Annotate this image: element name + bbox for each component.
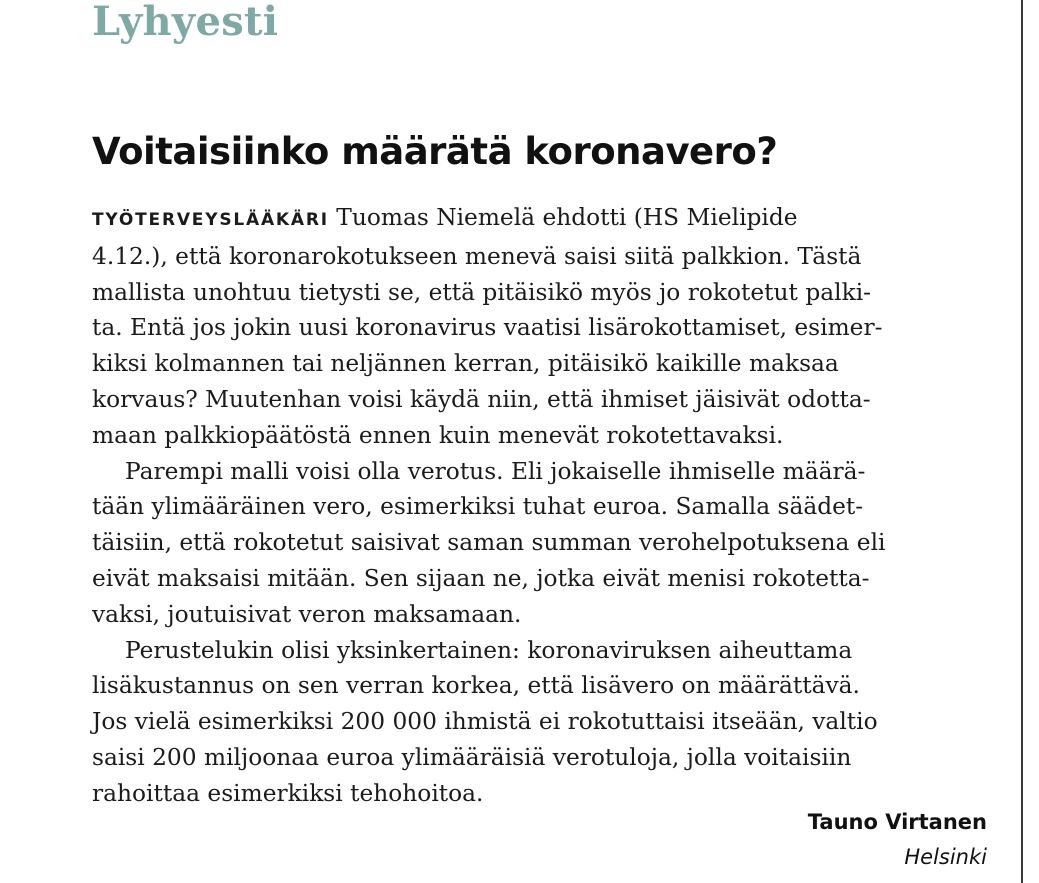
article-headline: Voitaisiinko määrätä koronavero?: [92, 130, 778, 173]
article-line: 4.12.), että koronarokotukseen menevä saisi siitä palkkion. Tästä: [92, 242, 862, 270]
article-line: saisi 200 miljoonaa euroa ylimääräisiä verotuloja, jolla voitaisiin: [92, 743, 852, 771]
article-line: Perustelukin olisi yksinkertainen: koronaviruksen aiheuttama: [125, 636, 853, 664]
article-body: [92, 200, 987, 812]
article-line: maan palkkiopäätöstä ennen kuin menevät rokotettavaksi.: [92, 421, 784, 449]
section-heading: Lyhyesti: [92, 0, 279, 45]
article-line: korvaus? Muutenhan voisi käydä niin, että ihmiset jäisivät odotta-: [92, 385, 871, 413]
article-line: [92, 200, 987, 239]
author-name: Tauno Virtanen: [807, 810, 987, 834]
article-line: vaksi, joutuisivat veron maksamaan.: [92, 600, 522, 628]
article-line: mallista unohtuu tietysti se, että pitäisikö myös jo rokotetut palki-: [92, 278, 872, 306]
article-line: täisiin, että rokotetut saisivat saman summan verohelpotuksena eli: [92, 529, 886, 557]
article-line: kiksi kolmannen tai neljännen kerran, pitäisikö kaikille maksaa: [92, 350, 839, 378]
article-line: ta. Entä jos jokin uusi koronavirus vaatisi lisärokottamiset, esimer-: [92, 314, 883, 342]
article-kicker: TYÖTERVEYSLÄÄKÄRI: [92, 210, 329, 230]
article-line: lisäkustannus on sen verran korkea, että lisävero on määrättävä.: [92, 672, 860, 700]
article-line: tään ylimääräinen vero, esimerkiksi tuhat euroa. Samalla säädet-: [92, 493, 864, 521]
article-line: eivät maksaisi mitään. Sen sijaan ne, jotka eivät menisi rokotetta-: [92, 564, 870, 592]
author-city: Helsinki: [904, 845, 987, 869]
article-line: Parempi malli voisi olla verotus. Eli jokaiselle ihmiselle määrä-: [125, 457, 866, 485]
article-line: rahoittaa esimerkiksi tehohoitoa.: [92, 779, 484, 807]
column-divider: [1021, 0, 1023, 883]
article-line-text: Tuomas Niemelä ehdotti (HS Mielipide: [336, 204, 798, 231]
article-line: Jos vielä esimerkiksi 200 000 ihmistä ei rokotuttaisi itseään, valtio: [92, 708, 878, 736]
